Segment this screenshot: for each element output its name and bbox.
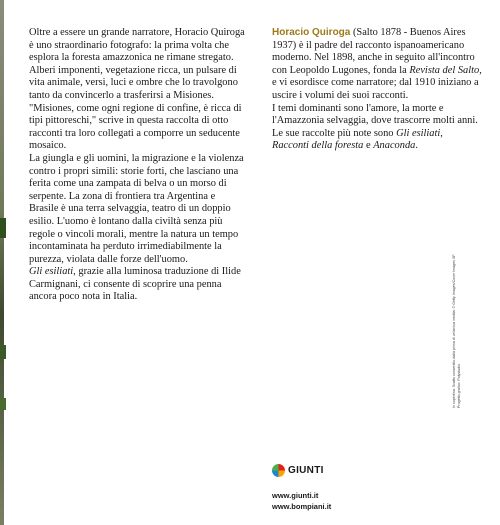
spine-stripe [0,345,6,359]
magazine-title: Revista del Salto [409,64,480,76]
blurb-paragraph-3 [29,266,245,304]
publisher-url-link[interactable]: www.giunti.it [272,491,319,500]
publisher-url-link[interactable]: www.bompiani.it [272,502,332,511]
blurb-text [29,27,245,304]
book-title-1: Gli esiliati [396,127,441,139]
bio-text-3: I temi dominanti sono l'amore, la morte e l'Amazzonia selvaggia, dove trascorre molti anni. Le sue raccolte più note sono [272,102,478,139]
spine-stripe [0,218,6,238]
credits-line: In copertina: Scatto consentito dalla prima di un'amica inedita. © Getty Images/Cover Images SF. [452,253,456,408]
bio-text-1: (Salto 1878 - Buenos Aires 1937) è il padre del racconto ispanoamericano moderno. Nel 1898, anche in seguito all'incontro con Leopoldo Lugones, fonda la [272,27,475,76]
conjunction: e [363,140,374,152]
blurb-paragraph-1: Oltre a essere un grande narratore, Horacio Quiroga è uno straordinario fotografo: la prima volta che esplora la foresta amazzonica ne rimane stregato. Alberi imponenti, vegetazione ricca, un pulsare di vita animale, versi, luci e ombre che lo travolgono tanto da convincerlo a trasferirsi a Misiones. "Misiones, come ogni regione di confine, è ricca di tipi pittoreschi," scrive in questa raccolta di otto racconti tra loro collegati a comporre un seducente mosaico. [29,27,245,152]
credits-line: Progetto grafico: Polystudio [457,364,461,408]
cover-credits [452,253,488,408]
giunti-logo-icon [272,464,285,477]
bio-text-2: , e vi esordisce come narratore; dal 1910 iniziano a uscire i volumi dei suoi racconti. [272,64,482,101]
separator: , [440,127,443,139]
author-name: Horacio Quiroga [272,27,351,38]
blurb-paragraph-3-text: , grazie alla luminosa traduzione di Ilide Carmignani, ci consente di scoprire una penna ancora poco nota in Italia. [29,266,241,303]
book-title-3: Anaconda [373,140,416,152]
cover-spine-edge [0,0,4,525]
publisher-logo [272,464,324,477]
book-title-2: Racconti della foresta [272,140,364,152]
spine-stripe [0,398,6,410]
publisher-logo-text: GIUNTI [288,465,324,476]
publisher-urls [272,490,331,512]
book-title-italic: Gli esiliati [29,266,74,278]
bio-end: . [415,140,418,152]
blurb-paragraph-2: La giungla e gli uomini, la migrazione e la violenza contro i propri simili: storie forti, che lasciano una ferita come una zampata di belva o un morso di serpente. La zona di frontiera tra Argentina e Brasile è una terra selvaggia, teatro di un doppio esilio. L'uomo è lontano dalla civiltà senza più regole o vincoli morali, mentre la natura un tempo incontaminata ha perduto irrimediabilmente la purezza, violata dalle forze dell'uomo. [29,152,244,265]
author-bio [272,27,482,153]
